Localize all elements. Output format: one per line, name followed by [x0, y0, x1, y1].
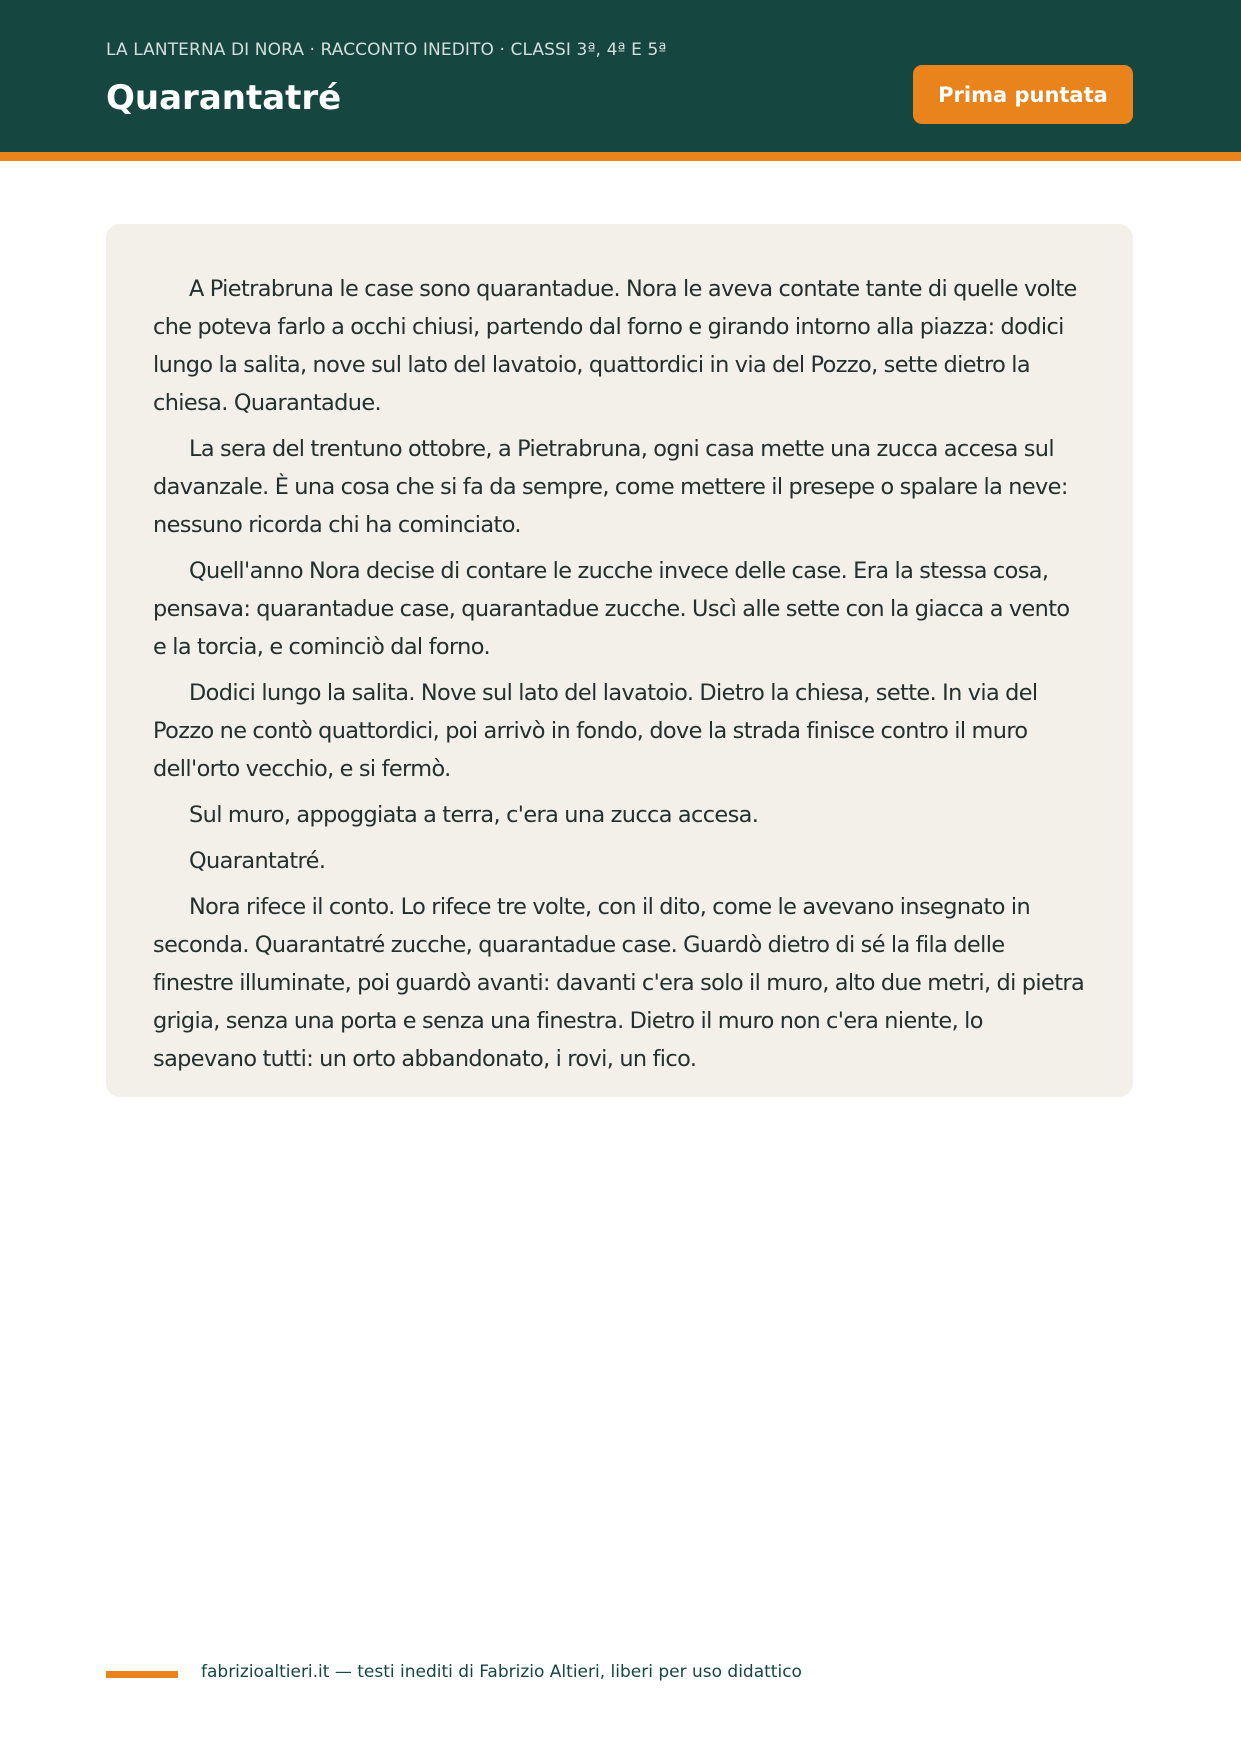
story-paragraph: La sera del trentuno ottobre, a Pietrabruna, ogni casa mette una zucca accesa sul davanzale. È una cosa che si fa da sempre, come mettere il presepe o spalare la neve: nessuno ricorda chi ha cominciato.	[153, 436, 1068, 538]
story-paragraph: Dodici lungo la salita. Nove sul lato del lavatoio. Dietro la chiesa, sette. In via del Pozzo ne contò quattordici, poi arrivò in fondo, dove la strada finisce contro il muro dell'orto vecchio, e si fermò.	[153, 680, 1038, 782]
story-paragraph: Sul muro, appoggiata a terra, c'era una zucca accesa.	[189, 802, 759, 828]
page-header	[0, 0, 1241, 152]
story-paragraph: Quarantatré.	[189, 848, 326, 874]
episode-badge: Prima puntata	[913, 65, 1133, 124]
story-title: Quarantatré	[106, 78, 342, 118]
footer-credit: fabrizioaltieri.it — testi inediti di Fabrizio Altieri, liberi per uso didattico	[201, 1662, 802, 1682]
story-card	[106, 224, 1133, 1097]
story-paragraph: Quell'anno Nora decise di contare le zucche invece delle case. Era la stessa cosa, pensava: quarantadue case, quarantadue zucche. Uscì alle sette con la giacca a vento e la torcia, e cominciò dal forno.	[153, 558, 1070, 660]
story-paragraph: Nora rifece il conto. Lo rifece tre volte, con il dito, come le avevano insegnato in seconda. Quarantatré zucche, quarantadue case. Guardò dietro di sé la fila delle finestre illuminate, poi guardò avanti: davanti c'era solo il muro, alto due metri, di pietra grigia, senza una porta e senza una finestra. Dietro il muro non c'era niente, lo sapevano tutti: un orto abbandonato, i rovi, un fico.	[153, 894, 1085, 1072]
series-kicker: LA LANTERNA DI NORA · RACCONTO INEDITO · CLASSI 3ª, 4ª E 5ª	[106, 40, 667, 60]
footer-accent-rule	[106, 1671, 178, 1678]
story-paragraph: A Pietrabruna le case sono quarantadue. Nora le aveva contate tante di quelle volte che poteva farlo a occhi chiusi, partendo dal forno e girando intorno alla piazza: dodici lungo la salita, nove sul lato del lavatoio, quattordici in via del Pozzo, sette dietro la chiesa. Quarantadue.	[153, 276, 1077, 416]
header-accent-stripe	[0, 152, 1241, 161]
